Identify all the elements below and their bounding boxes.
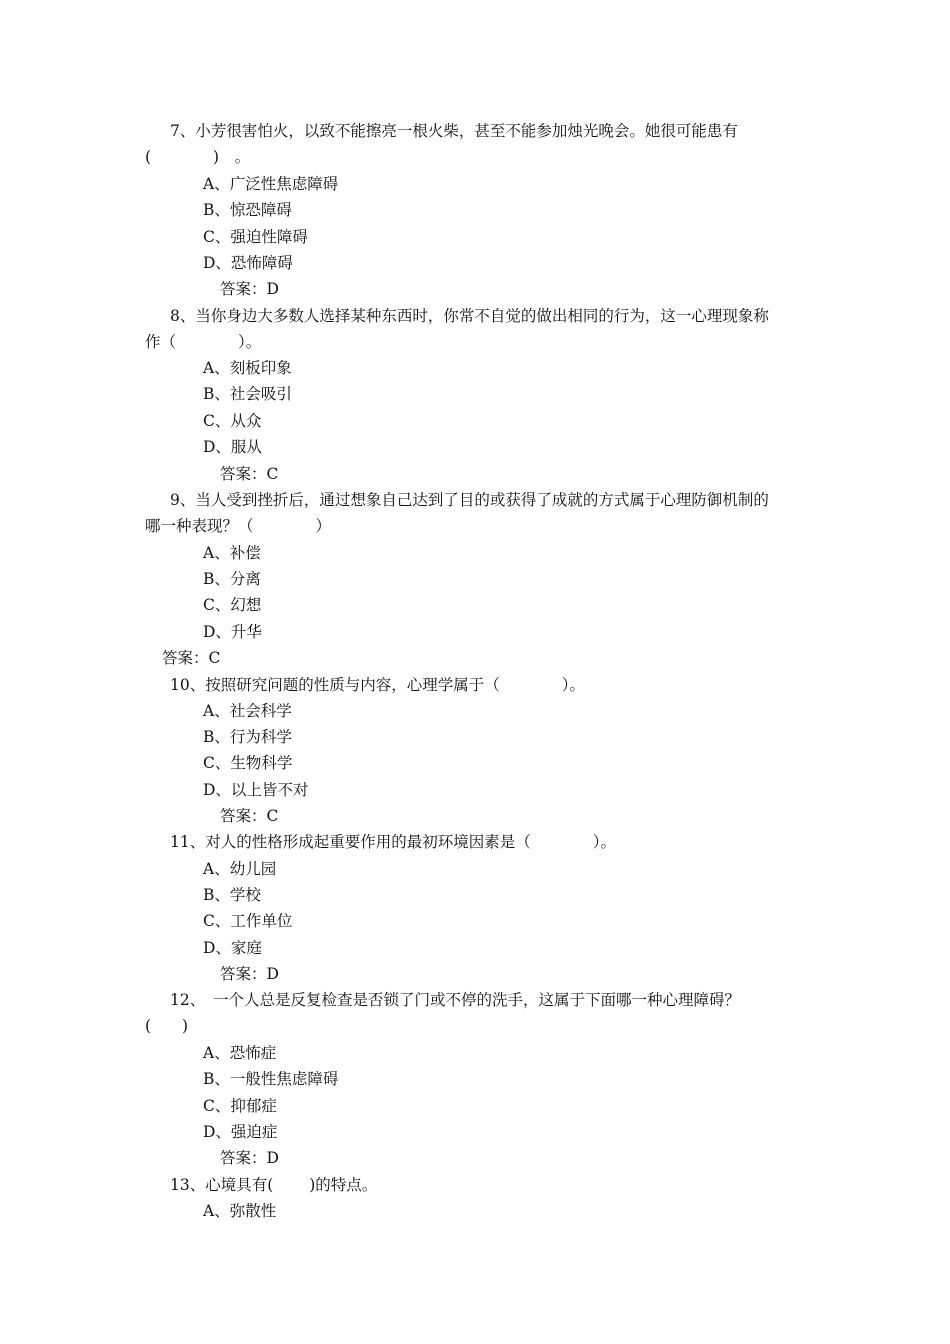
question-10-option-c: C、生物科学: [203, 754, 293, 772]
question-11-option-c: C、工作单位: [203, 912, 293, 930]
question-11-option-a: A、幼儿园: [203, 860, 277, 878]
question-10-answer: 答案：C: [220, 807, 279, 825]
question-8-stem: 8、当你身边大多数人选择某种东西时，你常不自觉的做出相同的行为，这一心理现象称: [170, 307, 769, 325]
question-7-option-d: D、恐怖障碍: [203, 254, 293, 272]
question-12-stem-continued: ( ): [145, 1017, 189, 1035]
question-12-option-c: C、抑郁症: [203, 1097, 277, 1115]
question-8-option-a: A、刻板印象: [203, 359, 292, 377]
question-8-stem-continued: 作（ ）。: [145, 333, 262, 351]
question-11-answer: 答案：D: [220, 965, 279, 983]
question-7-answer: 答案：D: [220, 280, 279, 298]
question-8-option-d: D、服从: [203, 438, 262, 456]
question-9-option-b: B、分离: [203, 570, 261, 588]
question-11-option-d: D、家庭: [203, 939, 262, 957]
question-12-option-a: A、恐怖症: [203, 1044, 277, 1062]
question-9-stem-continued: 哪一种表现？（ ）: [145, 517, 332, 535]
question-12-option-d: D、强迫症: [203, 1123, 278, 1141]
question-9-option-a: A、补偿: [203, 544, 261, 562]
question-9-stem: 9、当人受到挫折后，通过想象自己达到了目的或获得了成就的方式属于心理防御机制的: [170, 491, 769, 509]
question-10-option-d: D、以上皆不对: [203, 781, 309, 799]
question-8-answer: 答案：C: [220, 465, 279, 483]
question-13-option-a: A、弥散性: [203, 1202, 277, 1220]
question-12-answer: 答案：D: [220, 1149, 279, 1167]
question-12-stem: 12、 一个人总是反复检查是否锁了门或不停的洗手，这属于下面哪一种心理障碍？: [170, 991, 740, 1009]
question-8-option-b: B、社会吸引: [203, 385, 292, 403]
question-13-stem: 13、心境具有( )的特点。: [170, 1176, 378, 1194]
question-10-stem: 10、按照研究问题的性质与内容，心理学属于（ ）。: [170, 676, 585, 694]
question-10-option-a: A、社会科学: [203, 702, 292, 720]
question-9-option-c: C、幻想: [203, 596, 262, 614]
question-11-option-b: B、学校: [203, 886, 261, 904]
question-11-stem: 11、对人的性格形成起重要作用的最初环境因素是（ ）。: [170, 833, 616, 851]
question-7-option-c: C、强迫性障碍: [203, 228, 308, 246]
question-7-option-b: B、惊恐障碍: [203, 201, 292, 219]
question-9-answer: 答案：C: [162, 649, 221, 667]
question-12-option-b: B、一般性焦虑障碍: [203, 1070, 339, 1088]
question-7-option-a: A、广泛性焦虑障碍: [203, 175, 339, 193]
question-8-option-c: C、从众: [203, 412, 262, 430]
question-10-option-b: B、行为科学: [203, 728, 292, 746]
question-7-stem-continued: ( ) 。: [145, 148, 251, 166]
question-9-option-d: D、升华: [203, 623, 262, 641]
question-7-stem: 7、小芳很害怕火，以致不能擦亮一根火柴，甚至不能参加烛光晚会。她很可能患有: [170, 122, 738, 140]
